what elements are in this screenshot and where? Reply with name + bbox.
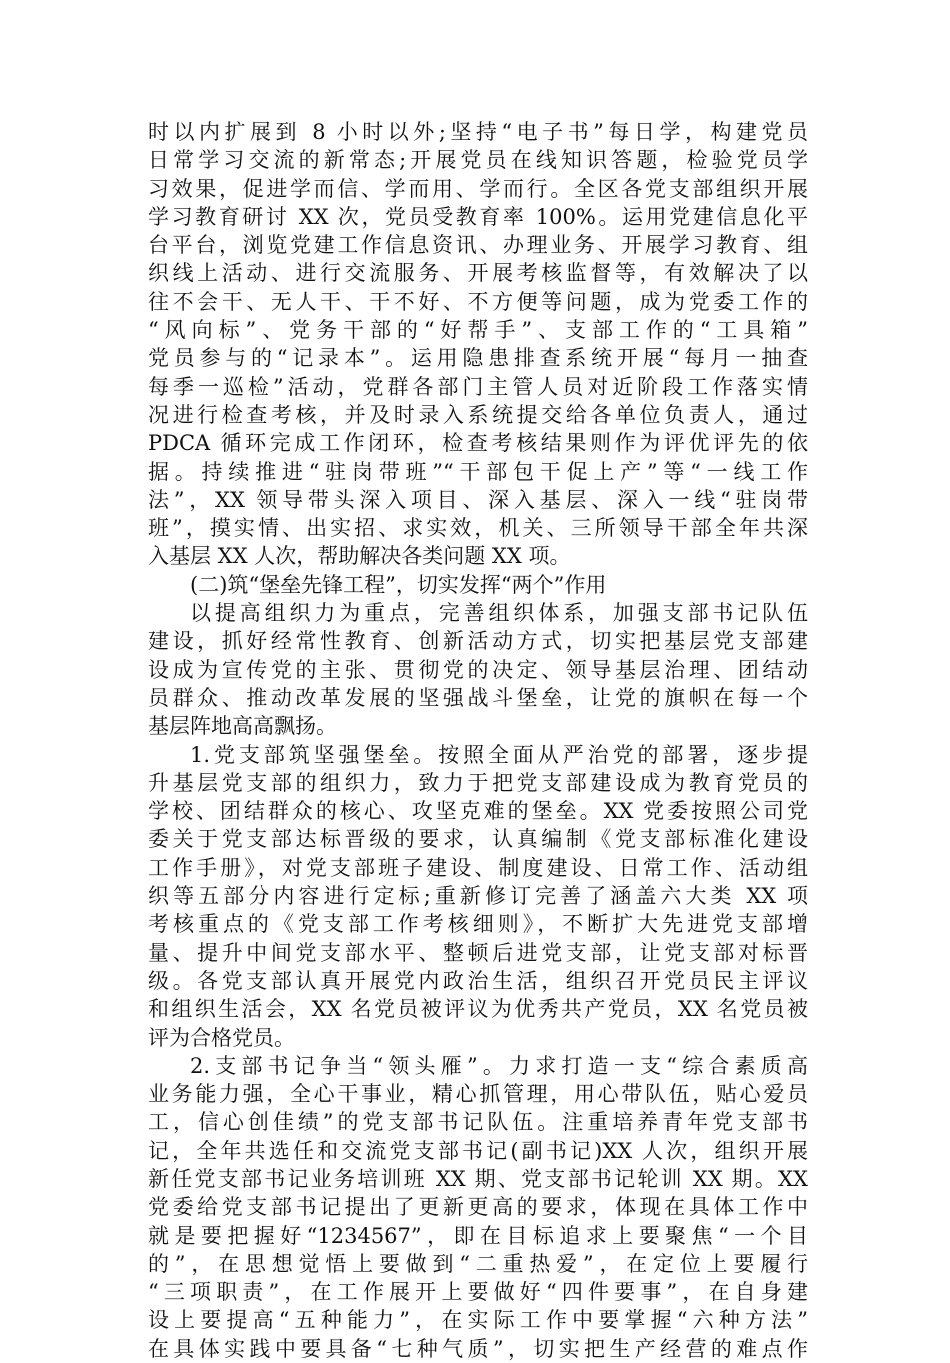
text-line: 设上要提高“五种能力”，在实际工作中要掌握“六种方法” bbox=[148, 1308, 808, 1333]
text-line: 2.支部书记争当“领头雁”。力求打造一支“综合素质高 bbox=[190, 1053, 808, 1078]
document-body bbox=[148, 118, 808, 1363]
text-line: 在具体实践中要具备“七种气质”，切实把生产经营的难点作 bbox=[148, 1336, 808, 1361]
text-line: 台平台，浏览党建工作信息资讯、办理业务、开展学习教育、组 bbox=[148, 233, 808, 258]
text-line: 1.党支部筑坚强堡垒。按照全面从严治党的部署，逐步提 bbox=[190, 742, 808, 767]
text-line: (二)筑“堡垒先锋工程”，切实发挥“两个”作用 bbox=[190, 572, 607, 597]
text-line: 升基层党支部的组织力，致力于把党支部建设成为教育党员的 bbox=[148, 770, 808, 795]
text-line: 入基层 XX 人次，帮助解决各类问题 XX 项。 bbox=[148, 544, 571, 569]
text-line: 法”，XX 领导带头深入项目、深入基层、深入一线“驻岗带 bbox=[148, 487, 808, 512]
text-line: 工作手册》，对党支部班子建设、制度建设、日常工作、活动组 bbox=[148, 855, 808, 880]
text-line: 记，全年共选任和交流党支部书记(副书记)XX 人次，组织开展 bbox=[148, 1138, 808, 1163]
text-line: 每季一巡检”活动，党群各部门主管人员对近阶段工作落实情 bbox=[148, 374, 808, 399]
text-line: 况进行检查考核，并及时录入系统提交给各单位负责人，通过 bbox=[148, 402, 808, 427]
text-line: 据。持续推进“驻岗带班”“干部包干促上产”等“一线工作 bbox=[148, 459, 808, 484]
text-line: 时以内扩展到 8 小时以外;坚持“电子书”每日学，构建党员 bbox=[148, 120, 808, 144]
text-line: PDCA 循环完成工作闭环，检查考核结果则作为评优评先的依 bbox=[148, 431, 808, 456]
text-line: 往不会干、无人干、干不好、不方便等问题，成为党委工作的 bbox=[148, 289, 808, 314]
text-line: 委关于党支部达标晋级的要求，认真编制《党支部标准化建设 bbox=[148, 827, 808, 852]
text-line: 以提高组织力为重点，完善组织体系，加强支部书记队伍 bbox=[190, 601, 808, 626]
text-line: 班”，摸实情、出实招、求实效，机关、三所领导干部全年共深 bbox=[148, 516, 808, 541]
text-line: 学习教育研讨 XX 次，党员受教育率 100%。运用党建信息化平 bbox=[148, 204, 808, 229]
text-line: 织线上活动、进行交流服务、开展考核监督等，有效解决了以 bbox=[148, 261, 808, 286]
text-line: 的”，在思想觉悟上要做到“二重热爱”，在定位上要履行 bbox=[148, 1251, 808, 1276]
text-line: 设成为宣传党的主张、贯彻党的决定、领导基层治理、团结动 bbox=[148, 657, 808, 682]
text-line: “三项职责”，在工作展开上要做好“四件要事”，在自身建 bbox=[148, 1280, 808, 1305]
text-line: 工，信心创佳绩”的党支部书记队伍。注重培养青年党支部书 bbox=[148, 1110, 808, 1135]
text-line: 量、提升中间党支部水平、整顿后进党支部，让党支部对标晋 bbox=[148, 940, 808, 965]
text-line: 基层阵地高高飘扬。 bbox=[148, 714, 337, 739]
text-line: 就是要把握好“1234567”，即在目标追求上要聚焦“一个目 bbox=[148, 1223, 808, 1248]
text-line: 党委给党支部书记提出了更新更高的要求，体现在具体工作中 bbox=[148, 1195, 808, 1220]
text-line: 新任党支部书记业务培训班 XX 期、党支部书记轮训 XX 期。XX bbox=[148, 1166, 808, 1191]
text-line: 建设，抓好经常性教育、创新活动方式，切实把基层党支部建 bbox=[148, 629, 808, 654]
text-line: 评为合格党员。 bbox=[148, 1025, 295, 1050]
text-line: 级。各党支部认真开展党内政治生活，组织召开党员民主评议 bbox=[148, 968, 808, 993]
text-line: 党员参与的“记录本”。运用隐患排查系统开展“每月一抽查 bbox=[148, 346, 808, 371]
text-line: 织等五部分内容进行定标;重新修订完善了涵盖六大类 XX 项 bbox=[148, 884, 808, 909]
text-line: 业务能力强，全心干事业，精心抓管理，用心带队伍，贴心爱员 bbox=[148, 1082, 808, 1107]
text-line: 习效果，促进学而信、学而用、学而行。全区各党支部组织开展 bbox=[148, 176, 808, 201]
text-line: “风向标”、党务干部的“好帮手”、支部工作的“工具箱” bbox=[148, 318, 808, 343]
text-line: 学校、团结群众的核心、攻坚克难的堡垒。XX 党委按照公司党 bbox=[148, 799, 808, 824]
text-line: 员群众、推动改革发展的坚强战斗堡垒，让党的旗帜在每一个 bbox=[148, 685, 808, 710]
text-line: 日常学习交流的新常态;开展党员在线知识答题，检验党员学 bbox=[148, 148, 808, 173]
text-line: 考核重点的《党支部工作考核细则》，不断扩大先进党支部增 bbox=[148, 912, 808, 937]
text-line: 和组织生活会，XX 名党员被评议为优秀共产党员，XX 名党员被 bbox=[148, 997, 808, 1022]
